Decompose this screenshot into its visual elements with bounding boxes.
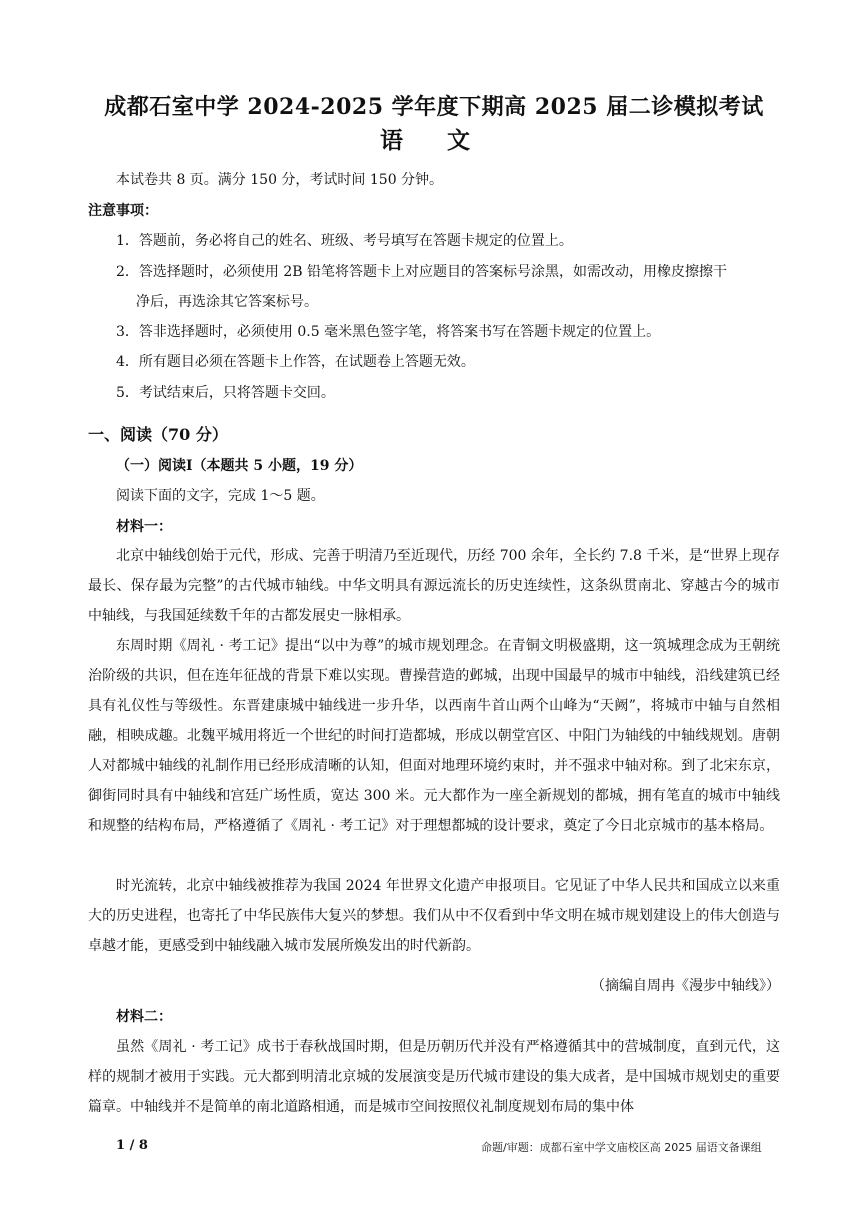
- material-two-paragraph: 虽然《周礼 · 考工记》成书于春秋战国时期，但是历朝历代并没有严格遵循其中的营城制度，直到元代，这样的规制才被用于实践。元大都到明清北京城的发展演变是历代城市建设的集大成者，是中国城市规划史的重要篇章。中轴线并不是简单的南北道路相通，而是城市空间按照仪礼制度规划布局的集中体: [88, 1039, 780, 1115]
- material-two-label: 材料二：: [116, 1009, 172, 1025]
- note-item: 4．所有题目必须在答题卡上作答，在试题卷上答题无效。: [116, 354, 475, 370]
- note-item: 1．答题前，务必将自己的姓名、班级、考号填写在答题卡规定的位置上。: [116, 233, 573, 249]
- material-one-paragraph: 时光流转，北京中轴线被推荐为我国 2024 年世界文化遗产申报项目。它见证了中华人民共和国成立以来重大的历史进程，也寄托了中华民族伟大复兴的梦想。我们从中不仅看到中华文明在城市规划建设上的伟大创造与卓越才能，更感受到中轴线融入城市发展所焕发出的时代新韵。: [88, 878, 780, 954]
- note-item-continuation: 净后，再选涂其它答案标号。: [136, 294, 318, 310]
- notes-heading: 注意事项：: [88, 203, 158, 219]
- material-one-paragraph: 北京中轴线创始于元代，形成、完善于明清乃至近现代，历经 700 余年，全长约 7.8 千米，是“世界上现存最长、保存最为完整”的古代城市轴线。中华文明具有源远流长的历史连续性，这条纵贯南北、穿越古今的城市中轴线，与我国延续数千年的古都发展史一脉相承。: [88, 548, 780, 624]
- subsection-heading: （一）阅读Ⅰ（本题共 5 小题，19 分）: [116, 458, 363, 474]
- section-heading: 一、阅读（70 分）: [88, 425, 228, 444]
- footer-credit: 命题/审题：成都石室中学文庙校区高 2025 届语文备课组: [481, 1141, 762, 1154]
- material-one-label: 材料一：: [116, 519, 172, 535]
- material-one-paragraph: 东周时期《周礼 · 考工记》提出“以中为尊”的城市规划理念。在青铜文明极盛期，这一筑城理念成为王朝统治阶级的共识，但在连年征战的背景下难以实现。曹操营造的邺城，出现中国最早的城市中轴线，沿线建筑已经具有礼仪性与等级性。东晋建康城中轴线进一步升华，以西南牛首山两个山峰为“天阙”，将城市中轴与自然相融，相映成趣。北魏平城用将近一个世纪的时间打造都城，形成以朝堂宫区、中阳门为轴线的中轴线规划。唐朝人对都城中轴线的礼制作用已经形成清晰的认知，但面对地理环境约束时，并不强求中轴对称。到了北宋东京，御街同时具有中轴线和宫廷广场性质，宽达 300 米。元大都作为一座全新规划的都城，拥有笔直的城市中轴线和规整的结构布局，严格遵循了《周礼 · 考工记》对于理想都城的设计要求，奠定了今日北京城市的基本格局。: [88, 638, 780, 834]
- exam-title: 成都石室中学 2024-2025 学年度下期高 2025 届二诊模拟考试: [104, 94, 764, 120]
- note-item: 5．考试结束后，只将答题卡交回。: [116, 385, 335, 401]
- note-item: 3．答非选择题时，必须使用 0.5 毫米黑色签字笔，将答案书写在答题卡规定的位置上。: [116, 324, 661, 340]
- subject-title: 语 文: [379, 127, 488, 154]
- exam-intro: 本试卷共 8 页。满分 150 分，考试时间 150 分钟。: [116, 172, 444, 188]
- page-number: 1 / 8: [116, 1138, 148, 1153]
- note-item: 2．答选择题时，必须使用 2B 铅笔将答题卡上对应题目的答案标号涂黑，如需改动，用橡皮擦擦干: [116, 264, 728, 280]
- reading-instruction: 阅读下面的文字，完成 1～5 题。: [116, 488, 325, 504]
- material-one-source: （摘编自周冉《漫步中轴线》）: [591, 978, 780, 994]
